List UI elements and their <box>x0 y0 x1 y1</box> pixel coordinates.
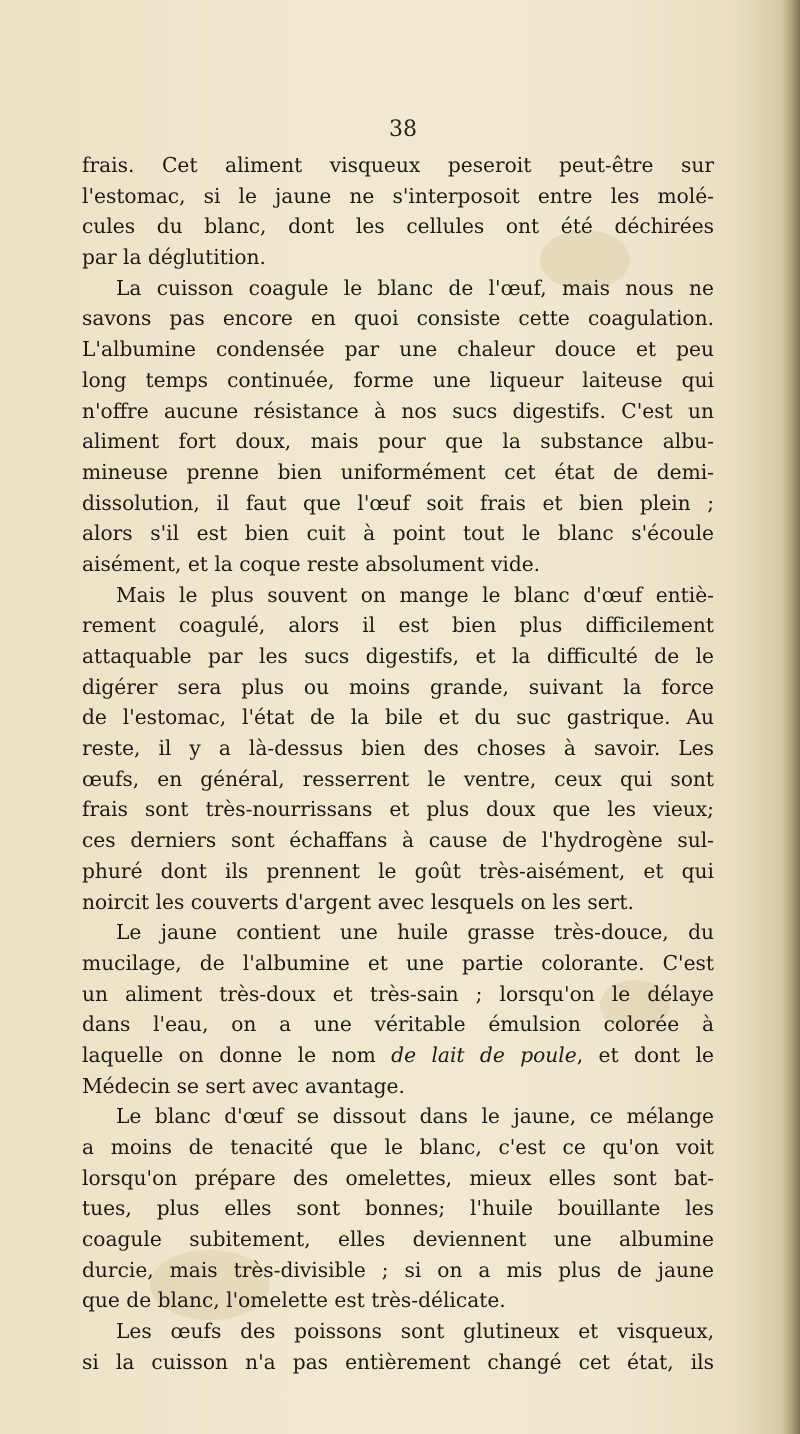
text-line: frais sont très-nourrissans et plus doux que les vieux; <box>82 797 714 822</box>
text-line: lorsqu'on prépare des omelettes, mieux elles sont bat- <box>82 1165 714 1190</box>
text-line: Les œufs des poissons sont glutineux et visqueux, <box>116 1319 714 1344</box>
text-line: œufs, en général, resserrent le ventre, ceux qui sont <box>82 766 714 791</box>
text-line: noircit les couverts d'argent avec lesquels on les sert. <box>82 889 634 914</box>
text-line: l'estomac, si le jaune ne s'interposoit entre les molé- <box>82 183 714 208</box>
text-line: si la cuisson n'a pas entièrement changé cet état, ils <box>82 1349 714 1374</box>
text-line: dissolution, il faut que l'œuf soit frais et bien plein ; <box>82 490 714 515</box>
text-line: aisément, et la coque reste absolument vide. <box>82 551 541 576</box>
text-line: digérer sera plus ou moins grande, suivant la force <box>82 674 714 699</box>
text-line: cules du blanc, dont les cellules ont été déchirées <box>82 214 714 239</box>
text-line: dans l'eau, on a une véritable émulsion colorée à <box>82 1012 714 1037</box>
text-line: attaquable par les sucs digestifs, et la difficulté de le <box>82 644 714 668</box>
text-line: L'albumine condensée par une chaleur douce et peu <box>82 337 714 362</box>
text-line: Médecin se sert avec avantage. <box>82 1073 405 1098</box>
text-line: Mais le plus souvent on mange le blanc d'œuf entiè- <box>116 582 714 607</box>
text-line: tues, plus elles sont bonnes; l'huile bouillante les <box>82 1196 714 1221</box>
text-line: alors s'il est bien cuit à point tout le blanc s'écoule <box>82 521 714 546</box>
text-line: ces derniers sont échaffans à cause de l'hydrogène sul- <box>82 828 714 853</box>
text-line: mineuse prenne bien uniformément cet état de demi- <box>82 459 714 484</box>
text-line: reste, il y a là-dessus bien des choses à savoir. Les <box>82 736 714 761</box>
text-segment: , et dont le <box>576 1042 714 1067</box>
text-line: un aliment très-doux et très-sain ; lorsqu'on le délaye <box>82 981 714 1006</box>
text-line: que de blanc, l'omelette est très-délicate. <box>82 1288 506 1313</box>
text-line: aliment fort doux, mais pour que la substance albu- <box>82 429 714 454</box>
text-line-with-italic <box>82 1040 714 1071</box>
text-line: n'offre aucune résistance à nos sucs digestifs. C'est un <box>82 398 714 423</box>
body-text <box>82 150 714 1378</box>
italic-term: de lait de poule <box>391 1042 577 1067</box>
text-line: rement coagulé, alors il est bien plus difficilement <box>82 613 714 638</box>
text-segment: laquelle on donne le nom <box>82 1042 376 1067</box>
text-line: durcie, mais très-divisible ; si on a mis plus de jaune <box>82 1257 714 1282</box>
text-line: a moins de tenacité que le blanc, c'est ce qu'on voit <box>82 1135 714 1159</box>
text-line: Le jaune contient une huile grasse très-douce, du <box>116 920 714 945</box>
text-line: frais. Cet aliment visqueux peseroit peut-être sur <box>82 153 714 177</box>
page-number: 38 <box>389 117 417 142</box>
text-line: coagule subitement, elles deviennent une albumine <box>82 1227 714 1252</box>
text-line: de l'estomac, l'état de la bile et du suc gastrique. Au <box>82 705 714 730</box>
text-line: savons pas encore en quoi consiste cette coagulation. <box>82 306 714 331</box>
text-line: long temps continuée, forme une liqueur laiteuse qui <box>82 367 714 392</box>
text-line: La cuisson coagule le blanc de l'œuf, mais nous ne <box>116 275 714 300</box>
page-edge-shadow <box>782 0 800 1434</box>
text-line: phuré dont ils prennent le goût très-aisément, et qui <box>82 858 714 883</box>
text-line: Le blanc d'œuf se dissout dans le jaune, ce mélange <box>116 1104 714 1129</box>
text-line: mucilage, de l'albumine et une partie colorante. C'est <box>82 950 714 975</box>
text-line: par la déglutition. <box>82 245 266 270</box>
